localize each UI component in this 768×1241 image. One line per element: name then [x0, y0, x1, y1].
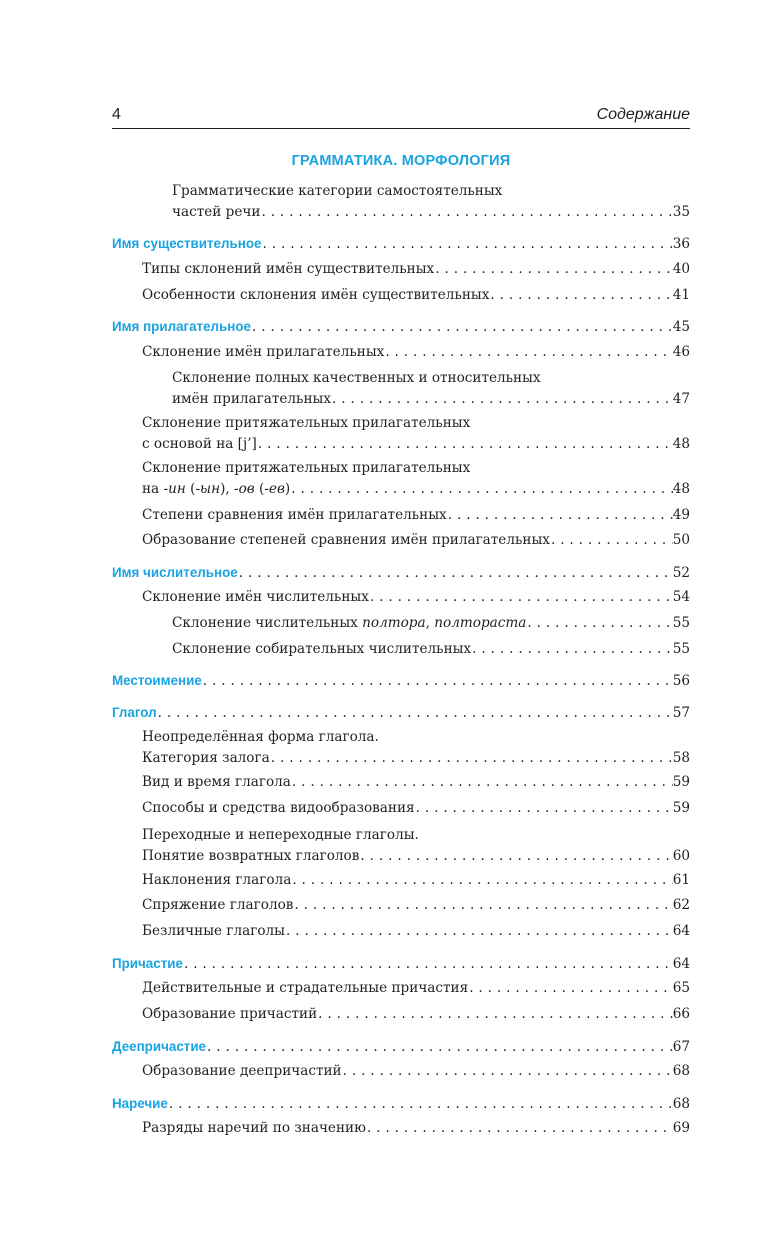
toc-entry[interactable]: Вид и время глагола . . . 59: [142, 772, 690, 793]
page-ref: 36: [672, 236, 690, 252]
page-ref: 48: [672, 481, 690, 497]
toc-entry[interactable]: Спряжение глаголов . . . 62: [142, 895, 690, 916]
page-ref: 35: [672, 204, 690, 220]
page-ref: 57: [672, 705, 690, 721]
toc-entry[interactable]: Образование деепричастий . . . 68: [142, 1061, 690, 1082]
toc-chapter[interactable]: Деепричастие . . . 67: [112, 1036, 690, 1058]
page-ref: 65: [672, 980, 690, 996]
page-ref: 47: [672, 391, 690, 407]
page-ref: 67: [672, 1039, 690, 1055]
page-ref: 50: [672, 532, 690, 548]
toc-entry[interactable]: Склонение полных качественных и относительных имён прилагательных . . . 47: [172, 368, 690, 410]
toc-entry[interactable]: Типы склонений имён существительных . . . 40: [142, 259, 690, 280]
page-ref: 64: [672, 923, 690, 939]
toc-entry[interactable]: Склонение имён числительных . . . 54: [142, 587, 690, 608]
toc-entry[interactable]: Склонение притяжательных прилагательных на -ин (-ын), -ов (-ев) . . . 48: [142, 458, 690, 500]
toc-entry[interactable]: Грамматические категории самостоятельных частей речи . . . 35: [172, 181, 690, 223]
toc-chapter[interactable]: Имя прилагательное . . . 45: [112, 316, 690, 338]
page-ref: 41: [672, 287, 690, 303]
page-ref: 66: [672, 1006, 690, 1022]
page-ref: 58: [672, 750, 690, 766]
page-ref: 62: [672, 897, 690, 913]
page-ref: 48: [672, 436, 690, 452]
toc-entry[interactable]: Безличные глаголы . . . 64: [142, 921, 690, 942]
toc-entry[interactable]: Склонение собирательных числительных . . . 55: [172, 639, 690, 660]
toc-entry[interactable]: Действительные и страдательные причастия . . . 65: [142, 978, 690, 999]
toc-chapter[interactable]: Имя существительное . . . 36: [112, 233, 690, 255]
toc-entry[interactable]: Способы и средства видообразования . . . 59: [142, 798, 690, 819]
page-ref: 69: [672, 1120, 690, 1136]
page-ref: 52: [672, 565, 690, 581]
page-ref: 68: [672, 1096, 690, 1112]
toc-entry[interactable]: Разряды наречий по значению . . . 69: [142, 1118, 690, 1139]
toc-chapter[interactable]: Наречие . . . 68: [112, 1093, 690, 1115]
toc-entry[interactable]: Склонение имён прилагательных . . . 46: [142, 342, 690, 363]
page-ref: 59: [672, 774, 690, 790]
page-ref: 61: [672, 872, 690, 888]
toc-entry[interactable]: Переходные и непереходные глаголы. Понятие возвратных глаголов . . . 60: [142, 825, 690, 867]
page-ref: 60: [672, 848, 690, 864]
toc-chapter[interactable]: Глагол . . . 57: [112, 702, 690, 724]
toc-chapter[interactable]: Имя числительное . . . 52: [112, 562, 690, 584]
page-ref: 49: [672, 507, 690, 523]
page-ref: 55: [672, 641, 690, 657]
page-number: 4: [112, 106, 121, 123]
toc-entry[interactable]: Образование причастий . . . 66: [142, 1004, 690, 1025]
page-ref: 56: [672, 673, 690, 689]
page-ref: 40: [672, 261, 690, 277]
toc-entry[interactable]: Степени сравнения имён прилагательных . . . 49: [142, 505, 690, 526]
page-header: [112, 106, 690, 129]
toc-entry[interactable]: Образование степеней сравнения имён прилагательных . . . 50: [142, 530, 690, 551]
section-title: ГРАММАТИКА. МОРФОЛОГИЯ: [291, 153, 511, 169]
toc-chapter[interactable]: Причастие . . . 64: [112, 953, 690, 975]
toc-entry[interactable]: Особенности склонения имён существительных . . . 41: [142, 285, 690, 306]
page-ref: 45: [672, 319, 690, 335]
toc-entry[interactable]: Неопределённая форма глагола. Категория залога . . . 58: [142, 727, 690, 769]
toc-entry[interactable]: Наклонения глагола . . . 61: [142, 870, 690, 891]
page-ref: 54: [672, 589, 690, 605]
running-title: Содержание: [596, 106, 690, 123]
toc-entry[interactable]: Склонение притяжательных прилагательных с основой на [j’] . . . 48: [142, 413, 690, 455]
page-ref: 64: [672, 956, 690, 972]
page-ref: 59: [672, 800, 690, 816]
toc-chapter[interactable]: Местоимение . . . 56: [112, 670, 690, 692]
page-ref: 68: [672, 1063, 690, 1079]
toc-entry[interactable]: Склонение числительных полтора, полтораста . . . 55: [172, 613, 690, 634]
page-ref: 46: [672, 344, 690, 360]
page-ref: 55: [672, 615, 690, 631]
